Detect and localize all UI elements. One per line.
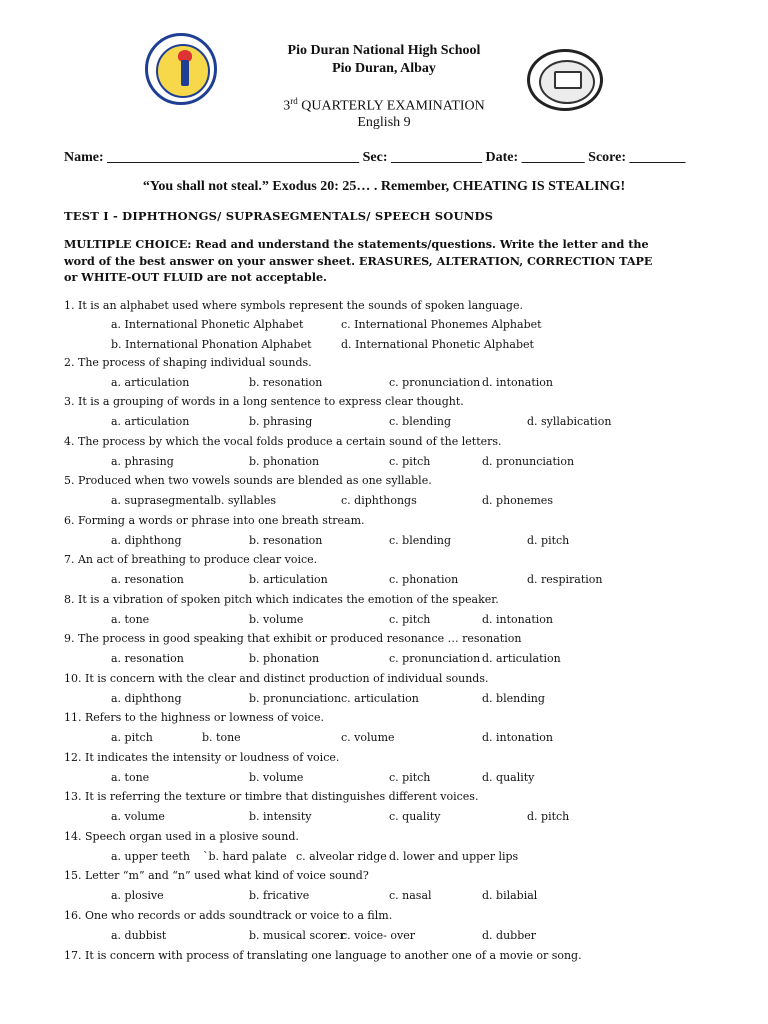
question-16: 16. One who records or adds soundtrack or voice to a film. <box>64 909 393 922</box>
school-name: Pio Duran National High School <box>287 43 481 58</box>
question-5-option: a. suprasegmentalb. syllables <box>111 494 277 507</box>
question-1-option: d. International Phonetic Alphabet <box>341 338 534 351</box>
question-13-option: a. volume <box>111 810 165 823</box>
question-8-option: a. tone <box>111 613 150 626</box>
question-4-option: a. phrasing <box>111 455 174 468</box>
instructions: MULTIPLE CHOICE: Read and understand the statements/questions. Write the letter and the word of the best answer on your answer sheet. ERASURES, ALTERATION, CORRECTION TAPE or WHITE-OUT FLUID are not acceptable. <box>64 237 653 284</box>
question-5: 5. Produced when two vowels sounds are blended as one syllable. <box>64 474 432 487</box>
question-13-option: c. quality <box>389 810 441 823</box>
question-14-option: d. lower and upper lips <box>389 850 519 863</box>
question-2-option: b. resonation <box>249 376 323 389</box>
question-2: 2. The process of shaping individual sounds. <box>64 356 312 369</box>
question-17: 17. It is concern with process of translating one language to another one of a movie or song. <box>64 949 582 962</box>
question-10-option: b. pronunciation <box>249 692 342 705</box>
question-15-option: d. bilabial <box>482 889 538 902</box>
question-12: 12. It indicates the intensity or loudness of voice. <box>64 751 340 764</box>
question-6: 6. Forming a words or phrase into one breath stream. <box>64 514 365 527</box>
question-6-option: b. resonation <box>249 534 323 547</box>
question-14-option: `b. hard palate <box>203 850 287 863</box>
question-3-option: c. blending <box>389 415 451 428</box>
question-5-option: c. diphthongs <box>341 494 417 507</box>
question-13-option: d. pitch <box>527 810 570 823</box>
question-12-option: b. volume <box>249 771 304 784</box>
question-12-option: c. pitch <box>389 771 431 784</box>
question-7-option: d. respiration <box>527 573 603 586</box>
question-9: 9. The process in good speaking that exhibit or produced resonance … resonation <box>64 632 522 645</box>
question-11-option: a. pitch <box>111 731 153 744</box>
question-2-option: a. articulation <box>111 376 190 389</box>
question-1-option: b. International Phonation Alphabet <box>111 338 312 351</box>
question-13-option: b. intensity <box>249 810 312 823</box>
question-12-option: d. quality <box>482 771 535 784</box>
question-8-option: b. volume <box>249 613 304 626</box>
question-10-option: c. articulation <box>341 692 419 705</box>
question-10: 10. It is concern with the clear and distinct production of individual sounds. <box>64 672 489 685</box>
question-3-option: b. phrasing <box>249 415 313 428</box>
question-9-option: b. phonation <box>249 652 320 665</box>
question-7-option: a. resonation <box>111 573 184 586</box>
question-14: 14. Speech organ used in a plosive sound. <box>64 830 299 843</box>
question-6-option: a. diphthong <box>111 534 182 547</box>
school-address: Pio Duran, Albay <box>332 61 436 76</box>
question-1-option: c. International Phonemes Alphabet <box>341 318 542 331</box>
question-7: 7. An act of breathing to produce clear voice. <box>64 553 318 566</box>
question-4-option: b. phonation <box>249 455 320 468</box>
question-1-option: a. International Phonetic Alphabet <box>111 318 304 331</box>
question-7-option: c. phonation <box>389 573 459 586</box>
question-4-option: d. pronunciation <box>482 455 575 468</box>
subject: English 9 <box>357 115 411 130</box>
student-info-line: Name: ____________________________________ Sec: _____________ Date: _________ Score: ________ <box>64 150 686 165</box>
question-15: 15. Letter “m” and “n” used what kind of voice sound? <box>64 869 369 882</box>
question-8-option: d. intonation <box>482 613 553 626</box>
question-14-option: a. upper teeth <box>111 850 190 863</box>
question-13: 13. It is referring the texture or timbre that distinguishes different voices. <box>64 790 479 803</box>
question-10-option: d. blending <box>482 692 545 705</box>
question-4-option: c. pitch <box>389 455 431 468</box>
question-11-option: c. volume <box>341 731 395 744</box>
question-3-option: a. articulation <box>111 415 190 428</box>
question-1: 1. It is an alphabet used where symbols represent the sounds of spoken language. <box>64 299 523 312</box>
question-16-option: d. dubber <box>482 929 537 942</box>
question-3-option: d. syllabication <box>527 415 612 428</box>
test-title: TEST I - DIPHTHONGS/ SUPRASEGMENTALS/ SPEECH SOUNDS <box>64 209 494 223</box>
question-9-option: d. articulation <box>482 652 561 665</box>
question-5-option: d. phonemes <box>482 494 553 507</box>
quote-line: “You shall not steal.” Exodus 20: 25… . Remember, CHEATING IS STEALING! <box>142 179 626 194</box>
question-2-option: c. pronunciation <box>389 376 481 389</box>
question-3: 3. It is a grouping of words in a long sentence to express clear thought. <box>64 395 464 408</box>
question-8: 8. It is a vibration of spoken pitch which indicates the emotion of the speaker. <box>64 593 499 606</box>
question-11: 11. Refers to the highness or lowness of voice. <box>64 711 324 724</box>
question-16-option: b. musical scorer <box>249 929 345 942</box>
question-14-option: c. alveolar ridge <box>296 850 387 863</box>
question-4: 4. The process by which the vocal folds produce a certain sound of the letters. <box>64 435 502 448</box>
question-15-option: b. fricative <box>249 889 310 902</box>
question-6-option: c. blending <box>389 534 451 547</box>
question-15-option: c. nasal <box>389 889 432 902</box>
question-9-option: c. pronunciation <box>389 652 481 665</box>
question-6-option: d. pitch <box>527 534 570 547</box>
question-10-option: a. diphthong <box>111 692 182 705</box>
question-16-option: a. dubbist <box>111 929 167 942</box>
question-15-option: a. plosive <box>111 889 164 902</box>
question-2-option: d. intonation <box>482 376 553 389</box>
question-12-option: a. tone <box>111 771 150 784</box>
exam-title: 3rd QUARTERLY EXAMINATION <box>283 96 485 114</box>
question-7-option: b. articulation <box>249 573 328 586</box>
question-11-option: b. tone <box>202 731 241 744</box>
question-9-option: a. resonation <box>111 652 184 665</box>
question-16-option: c. voice- over <box>341 929 415 942</box>
question-11-option: d. intonation <box>482 731 553 744</box>
question-8-option: c. pitch <box>389 613 431 626</box>
